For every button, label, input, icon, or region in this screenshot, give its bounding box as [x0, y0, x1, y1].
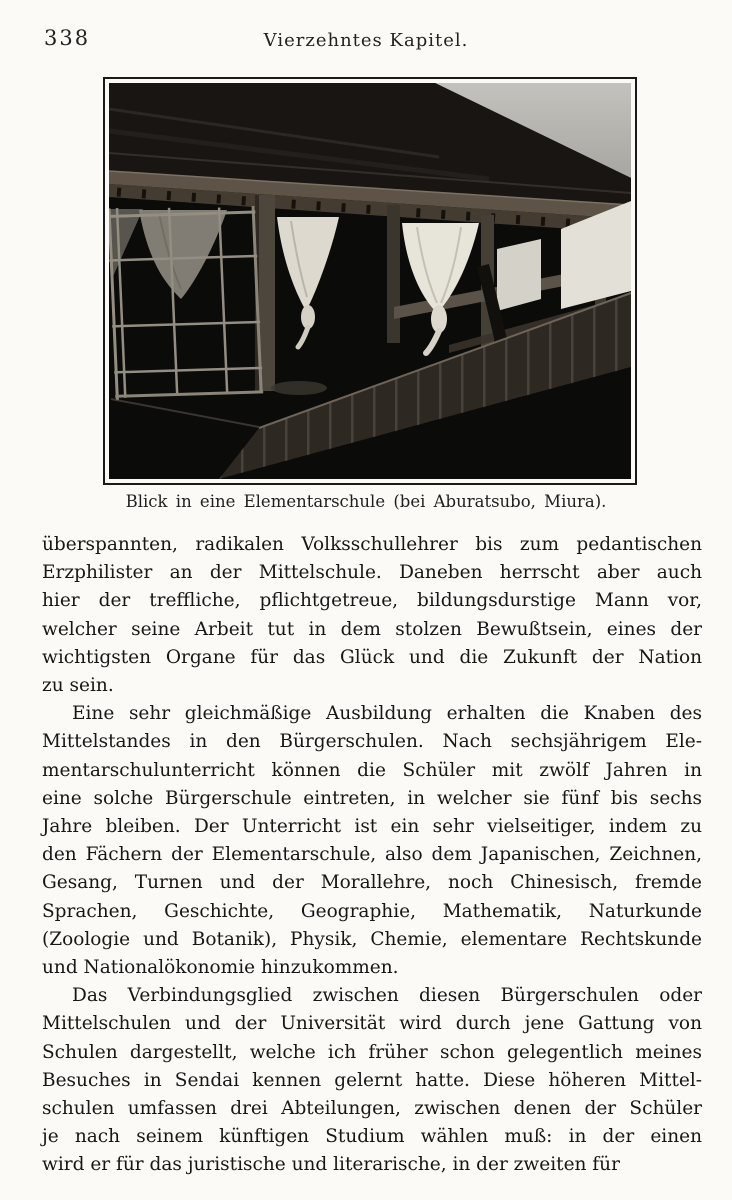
- body-line: je nach seinem künftigen Studium wählen muß: in der einen: [42, 1126, 702, 1148]
- body-line: (Zoologie und Botanik), Physik, Chemie, elementare Rechtskunde: [42, 928, 702, 950]
- body-line: zu sein.: [42, 675, 114, 697]
- body-line: welcher seine Arbeit tut in dem stolzen Bewußtsein, eines der: [42, 618, 702, 640]
- body-text: [42, 531, 702, 1180]
- body-line: den Fächern der Elementarschule, also dem Japanischen, Zeichnen,: [42, 844, 702, 866]
- figure-caption: Blick in eine Elementarschule (bei Aburatsubo, Miura).: [125, 492, 607, 511]
- body-line: schulen umfassen drei Abteilungen, zwischen denen der Schüler: [42, 1098, 702, 1120]
- body-line: Erzphilister an der Mittelschule. Daneben herrscht aber auch: [42, 562, 702, 584]
- page-number: 338: [44, 26, 91, 50]
- schoolhouse-photo: [109, 83, 631, 479]
- body-line: Das Verbindungsglied zwischen diesen Bürgerschulen oder: [72, 985, 702, 1007]
- body-line: wird er für das juristische und literarische, in der zweiten für: [42, 1154, 620, 1176]
- body-line: Besuches in Sendai kennen gelernt hatte. Diese höheren Mittel-: [42, 1069, 702, 1091]
- running-header: Vierzehntes Kapitel.: [263, 30, 469, 51]
- body-line: Eine sehr gleichmäßige Ausbildung erhalten die Knaben des: [72, 703, 702, 725]
- body-line: wichtigsten Organe für das Glück und die Zukunft der Nation: [42, 646, 702, 668]
- body-line: Schulen dargestellt, welche ich früher schon gelegentlich meines: [42, 1041, 702, 1063]
- body-line: Gesang, Turnen und der Morallehre, noch Chinesisch, fremde: [42, 872, 702, 894]
- body-line: Jahre bleiben. Der Unterricht ist ein sehr vielseitiger, indem zu: [42, 816, 702, 838]
- body-line: überspannten, radikalen Volksschullehrer bis zum pedantischen: [42, 534, 702, 555]
- body-line: hier der treffliche, pflichtgetreue, bildungsdurstige Mann vor,: [42, 590, 702, 612]
- body-line: eine solche Bürgerschule eintreten, in welcher sie fünf bis sechs: [42, 787, 702, 809]
- body-line: mentarschulunterricht können die Schüler mit zwölf Jahren in: [42, 759, 702, 781]
- body-line: Sprachen, Geschichte, Geographie, Mathematik, Naturkunde: [42, 900, 702, 922]
- figure-frame: [103, 77, 637, 485]
- body-line: Mittelstandes in den Bürgerschulen. Nach sechsjährigem Ele-: [42, 731, 702, 753]
- body-line: Mittelschulen und der Universität wird durch jene Gattung von: [42, 1013, 702, 1035]
- body-line: und Nationalökonomie hinzukommen.: [42, 957, 399, 979]
